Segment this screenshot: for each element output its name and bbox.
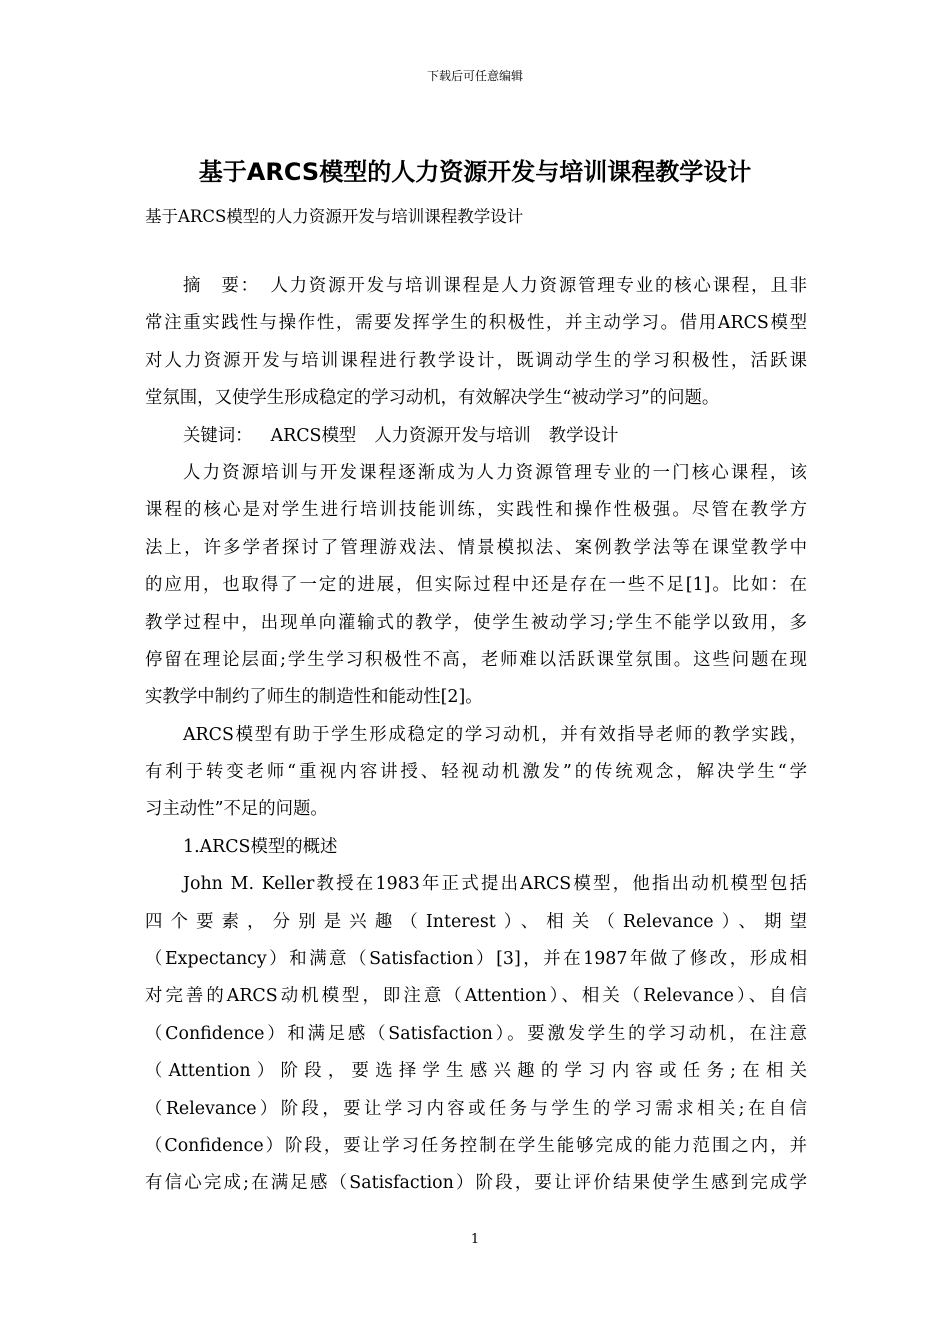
paragraph-line: ARCS模型有助于学生形成稳定的学习动机，并有效指导老师的教学实践， <box>183 724 807 745</box>
paragraph-line: 对完善的ARCS动机模型，即注意（Attention）、相关（Relevance）、自信 <box>145 986 807 1007</box>
paragraph-line: 习主动性”不足的问题。 <box>145 799 328 820</box>
paragraph-line: 有信心完成;在满足感（Satisfaction）阶段，要让评价结果使学生感到完成学 <box>145 1173 807 1194</box>
document-body <box>145 268 807 1203</box>
paragraph-line: 四个要素，分别是兴趣（Interest）、相关（Relevance）、期望 <box>145 911 807 932</box>
paragraph-line: 法上，许多学者探讨了管理游戏法、情景模拟法、案例教学法等在课堂教学中 <box>145 537 807 558</box>
abstract-line: 常注重实践性与操作性，需要发挥学生的积极性，并主动学习。借用ARCS模型 <box>145 313 807 334</box>
keyword-item: 人力资源开发与培训 <box>374 425 531 446</box>
keywords-label: 关键词： <box>183 425 253 446</box>
header-note: 下载后可任意编辑 <box>426 69 523 83</box>
keywords-line <box>145 418 807 455</box>
abstract-line: 堂氛围，又使学生形成稳定的学习动机，有效解决学生“被动学习”的问题。 <box>145 388 720 409</box>
paragraph-line: （Confidence）阶段，要让学习任务控制在学生能够完成的能力范围之内，并 <box>145 1135 807 1156</box>
paragraph-line: John M. Keller教授在1983年正式提出ARCS模型，他指出动机模型包括 <box>183 874 807 895</box>
paragraph-line: 停留在理论层面;学生学习积极性不高，老师难以活跃课堂氛围。这些问题在现 <box>145 649 807 670</box>
keyword-item: ARCS模型 <box>270 425 357 446</box>
abstract-line: 摘 要： 人力资源开发与培训课程是人力资源管理专业的核心课程，且非 <box>183 276 807 296</box>
keyword-item: 教学设计 <box>548 425 619 446</box>
abstract-line: 对人力资源开发与培训课程进行教学设计，既调动学生的学习积极性，活跃课 <box>145 350 807 371</box>
paragraph-line: （Confidence）和满足感（Satisfaction）。要激发学生的学习动机，在注意 <box>145 1023 807 1044</box>
paragraph-line: 人力资源培训与开发课程逐渐成为人力资源管理专业的一门核心课程，该 <box>183 462 807 483</box>
paragraph-line: （Attention）阶段，要选择学生感兴趣的学习内容或任务;在相关 <box>145 1061 807 1082</box>
paragraph-line: 有利于转变老师“重视内容讲授、轻视动机激发”的传统观念，解决学生“学 <box>145 762 807 783</box>
paragraph-line: 的应用，也取得了一定的进展，但实际过程中还是存在一些不足[1]。比如：在 <box>145 575 807 596</box>
section-heading: 1.ARCS模型的概述 <box>183 836 338 857</box>
page-title: 基于ARCS模型的人力资源开发与培训课程教学设计 <box>198 158 752 186</box>
page-subtitle: 基于ARCS模型的人力资源开发与培训课程教学设计 <box>145 207 524 226</box>
page-number: 1 <box>470 1232 480 1247</box>
paragraph-line: （Expectancy）和满意（Satisfaction）[3]，并在1987年做了修改，形成相 <box>145 949 807 970</box>
paragraph-line: 实教学中制约了师生的制造性和能动性[2]。 <box>145 687 483 708</box>
paragraph-line: 课程的核心是对学生进行培训技能训练，实践性和操作性极强。尽管在教学方 <box>145 500 807 521</box>
paragraph-line: 教学过程中，出现单向灌输式的教学，使学生被动学习;学生不能学以致用，多 <box>145 612 807 633</box>
paragraph-line: （Relevance）阶段，要让学习内容或任务与学生的学习需求相关;在自信 <box>145 1098 807 1119</box>
